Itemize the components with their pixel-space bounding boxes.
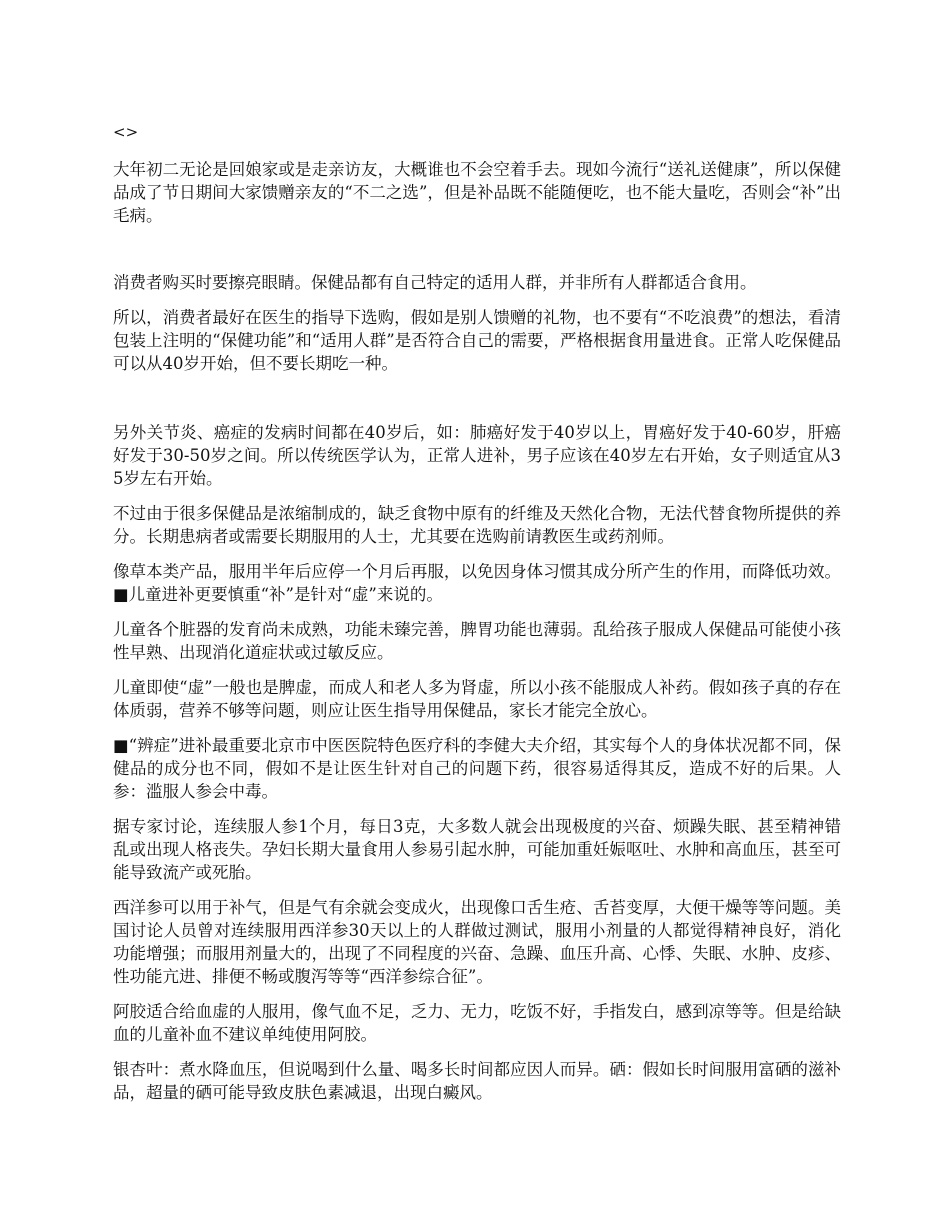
paragraph: 像草本类产品，服用半年后应停一个月后再服，以免因身体习惯其成分所产生的作用，而降低功效。■儿童进补更要慎重“补”是针对“虚”来说的。	[113, 562, 841, 604]
paragraph-gap	[113, 387, 841, 421]
paragraph: 另外关节炎、癌症的发病时间都在40岁后，如：肺癌好发于40岁以上，胃癌好发于40-60岁，肝癌好发于30-50岁之间。所以传统医学认为，正常人进补，男子应该在40岁左右开始，女子则适宜从35岁左右开始。	[113, 423, 841, 488]
article-body	[113, 122, 841, 1116]
paragraph: 西洋参可以用于补气，但是气有余就会变成火，出现像口舌生疮、舌苔变厚，大便干燥等等问题。美国讨论人员曾对连续服用西洋参30天以上的人群做过测试，服用小剂量的人都觉得精神良好，消化功能增强；而服用剂量大的，出现了不同程度的兴奋、急躁、血压升高、心悸、失眠、水肿、皮疹、性功能亢进、排便不畅或腹泻等等“西洋参综合征”。	[113, 898, 841, 986]
paragraph: 据专家讨论，连续服人参1个月，每日3克，大多数人就会出现极度的兴奋、烦躁失眠、甚至精神错乱或出现人格丧失。孕妇长期大量食用人参易引起水肿，可能加重妊娠呕吐、水肿和高血压，甚至可能导致流产或死胎。	[113, 817, 841, 882]
paragraph: 儿童各个脏器的发育尚未成熟，功能未臻完善，脾胃功能也薄弱。乱给孩子服成人保健品可能使小孩性早熟、出现消化道症状或过敏反应。	[113, 620, 841, 662]
paragraph: 银杏叶：煮水降血压，但说喝到什么量、喝多长时间都应因人而异。硒：假如长时间服用富硒的滋补品，超量的硒可能导致皮肤色素减退，出现白癜风。	[113, 1060, 841, 1102]
article-marker: <>	[113, 123, 139, 141]
paragraph: 阿胶适合给血虚的人服用，像气血不足，乏力、无力，吃饭不好，手指发白，感到凉等等。但是给缺血的儿童补血不建议单纯使用阿胶。	[113, 1002, 841, 1044]
paragraph: 大年初二无论是回娘家或是走亲访友，大概谁也不会空着手去。现如今流行“送礼送健康”，所以保健品成了节日期间大家馈赠亲友的“不二之选”，但是补品既不能随便吃，也不能大量吃，否则会“补”出毛病。	[113, 160, 841, 225]
paragraph: 儿童即使“虚”一般也是脾虚，而成人和老人多为肾虚，所以小孩不能服成人补药。假如孩子真的存在体质弱，营养不够等问题，则应让医生指导用保健品，家长才能完全放心。	[113, 678, 841, 720]
paragraph: 所以，消费者最好在医生的指导下选购，假如是别人馈赠的礼物，也不要有“不吃浪费”的想法，看清包装上注明的“保健功能”和“适用人群”是否符合自己的需要，严格根据食用量进食。正常人吃保健品可以从40岁开始，但不要长期吃一种。	[113, 308, 841, 373]
paragraph: ■“辨症”进补最重要北京市中医医院特色医疗科的李健大夫介绍，其实每个人的身体状况都不同，保健品的成分也不同，假如不是让医生针对自己的问题下药，很容易适得其反，造成不好的后果。人参：滥服人参会中毒。	[113, 736, 841, 801]
paragraph: 消费者购买时要擦亮眼睛。保健品都有自己特定的适用人群，并非所有人群都适合食用。	[113, 273, 757, 292]
paragraph-gap	[113, 239, 841, 271]
paragraph: 不过由于很多保健品是浓缩制成的，缺乏食物中原有的纤维及天然化合物，无法代替食物所提供的养分。长期患病者或需要长期服用的人士，尤其要在选购前请教医生或药剂师。	[113, 504, 841, 546]
